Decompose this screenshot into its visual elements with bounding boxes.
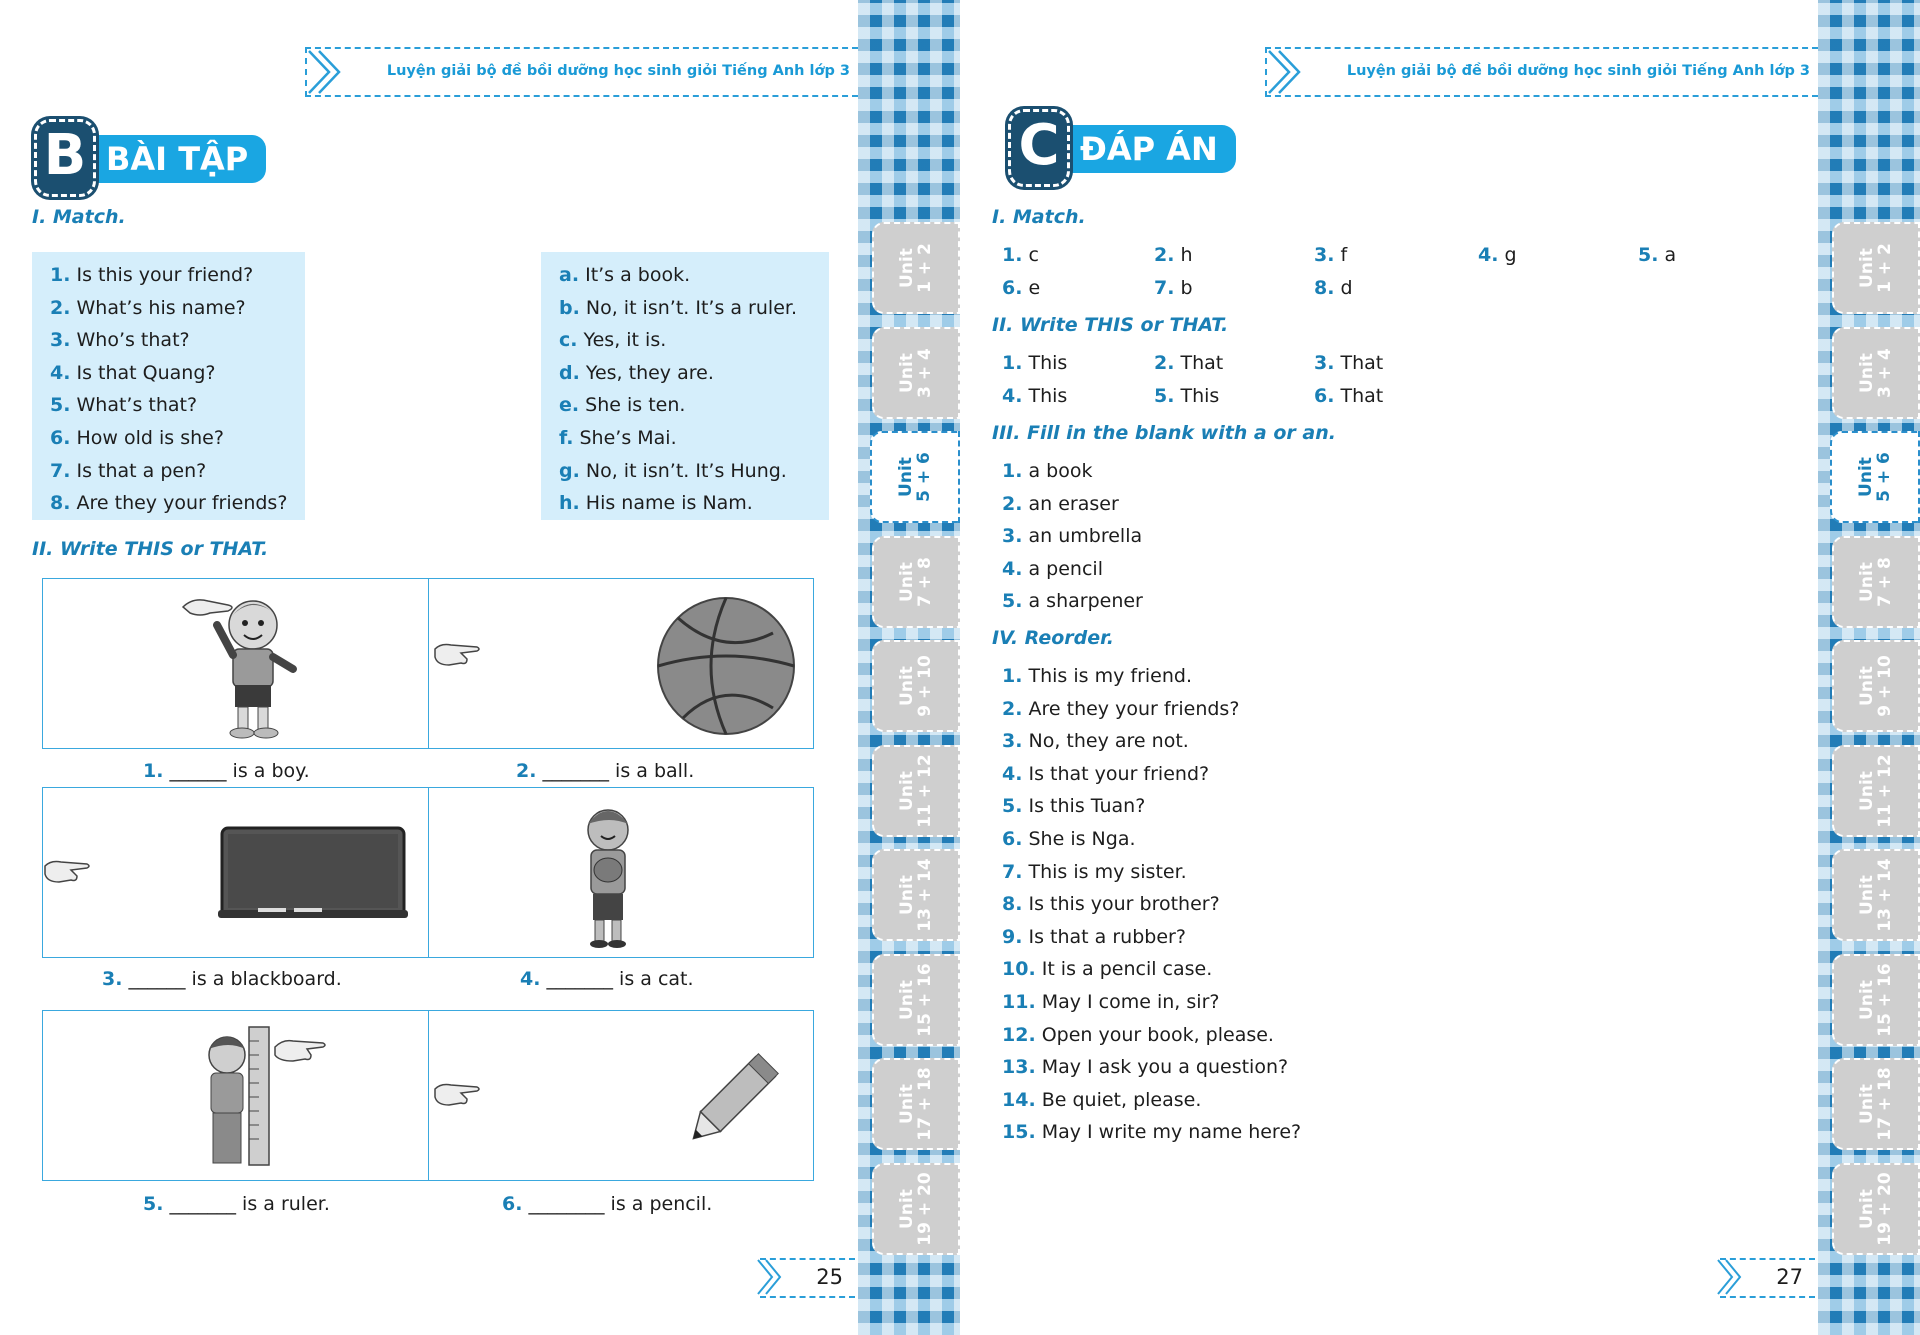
item-text: This is my sister.	[1028, 860, 1187, 883]
item-text: d	[1340, 276, 1353, 299]
item-number: c.	[559, 329, 578, 352]
item-text: an umbrella	[1028, 525, 1143, 548]
item-number: 14.	[1002, 1088, 1036, 1111]
reorder-answer	[1002, 665, 1192, 687]
question-item	[50, 492, 287, 514]
section-title-match: I. Match.	[992, 206, 1086, 228]
item-text: No, it isn’t. It’s a ruler.	[585, 296, 797, 319]
item-text: Is this your brother?	[1028, 893, 1220, 916]
write-answer	[1154, 352, 1223, 374]
unit-tab-label: Unit 17 + 18	[1857, 1067, 1895, 1141]
match-answer	[1314, 277, 1353, 299]
item-number: 2.	[1154, 244, 1175, 266]
item-number: 10.	[1002, 958, 1036, 981]
item-number: 6.	[50, 427, 71, 449]
item-number: h.	[559, 492, 580, 515]
section-title-write: II. Write THIS or THAT.	[32, 538, 269, 560]
question-item	[50, 264, 253, 286]
item-number: 3.	[1314, 352, 1335, 374]
unit-tab-label: Unit 9 + 10	[1857, 655, 1895, 717]
item-text: Is that Quang?	[76, 361, 216, 384]
unit-tab-label: Unit 13 + 14	[1857, 858, 1895, 932]
item-text: b	[1180, 276, 1193, 299]
unit-tab-label: Unit 5 + 6	[896, 452, 934, 502]
fill-answer	[1002, 525, 1142, 547]
question-item	[50, 362, 216, 384]
item-number: 5.	[1638, 244, 1659, 266]
item-text: May I ask you a question?	[1041, 1056, 1289, 1079]
item-text: That	[1340, 384, 1384, 407]
item-number: 3.	[1314, 244, 1335, 266]
badge-title: ĐÁP ÁN	[1036, 125, 1236, 173]
reorder-answer	[1002, 698, 1239, 720]
item-number: 6.	[1314, 384, 1335, 407]
unit-tab[interactable]	[872, 640, 960, 732]
item-number: 6.	[1002, 828, 1023, 850]
item-text: This	[1028, 352, 1068, 374]
item-text: Are they your friends?	[76, 492, 288, 515]
unit-tab-label: Unit 11 + 12	[1857, 753, 1895, 828]
answers-box	[541, 252, 829, 520]
pencil-image	[673, 1039, 793, 1159]
unit-tab[interactable]	[870, 431, 960, 523]
reorder-answer	[1002, 730, 1189, 752]
question-item	[50, 427, 224, 449]
unit-tab[interactable]	[872, 327, 960, 419]
item-number: 3.	[1002, 730, 1023, 753]
item-text: No, it isn’t. It’s Hung.	[585, 459, 787, 482]
match-answer	[1638, 244, 1676, 266]
item-text: Yes, it is.	[583, 329, 667, 352]
item-number: e.	[559, 394, 580, 417]
item-number: 5.	[1154, 384, 1175, 407]
item-text: It’s a book.	[585, 264, 691, 286]
picture-row-2	[42, 787, 814, 958]
item-text: c	[1028, 244, 1039, 266]
item-number: 5.	[50, 394, 71, 417]
item-text: That	[1180, 352, 1224, 374]
item-text: g	[1504, 244, 1517, 266]
item-number: 3.	[50, 329, 71, 352]
item-number: 1.	[1002, 460, 1023, 482]
answer-option	[559, 329, 666, 351]
unit-tab[interactable]	[872, 849, 960, 941]
header-ribbon	[1265, 47, 1818, 97]
unit-tab[interactable]	[1832, 1058, 1920, 1150]
unit-tab[interactable]	[872, 745, 960, 837]
boy-holding-cat-image	[573, 802, 643, 952]
question-item	[50, 394, 197, 416]
item-number: 5.	[1002, 795, 1023, 818]
item-number: 4.	[1002, 557, 1023, 580]
answer-option	[559, 297, 797, 319]
item-text: This	[1028, 384, 1068, 407]
item-text: Is this Tuan?	[1028, 795, 1146, 818]
section-title-reorder: IV. Reorder.	[992, 627, 1115, 649]
match-answer	[1002, 277, 1040, 299]
unit-tab[interactable]	[1832, 849, 1920, 941]
write-answer	[1314, 352, 1383, 374]
badge-letter: C	[1008, 109, 1070, 187]
right-page	[960, 0, 1920, 1335]
question-item	[50, 460, 206, 482]
chevron-icon	[305, 47, 345, 97]
answer-option	[559, 460, 787, 482]
unit-tab[interactable]	[1832, 745, 1920, 837]
blackboard-image	[218, 826, 408, 920]
item-text: f	[1340, 244, 1348, 266]
unit-tab-label: Unit 13 + 14	[897, 858, 935, 932]
boy-with-ruler-image	[183, 1021, 363, 1171]
item-text: h	[1180, 244, 1193, 266]
item-number: 2.	[1002, 697, 1023, 720]
item-text: Open your book, please.	[1041, 1023, 1274, 1046]
item-number: 13.	[1002, 1056, 1036, 1079]
write-answer	[1314, 385, 1383, 407]
item-text: Who’s that?	[76, 329, 190, 352]
item-number: 2.	[1002, 492, 1023, 515]
chevron-icon	[756, 1258, 786, 1296]
answer-option	[559, 362, 714, 384]
reorder-answer	[1002, 926, 1186, 948]
item-number: 3.	[1002, 525, 1023, 548]
unit-tab[interactable]	[872, 1058, 960, 1150]
item-number: 1.	[1002, 665, 1023, 687]
reorder-answer	[1002, 763, 1209, 785]
section-title-fill: III. Fill in the blank with a or an.	[992, 422, 1336, 444]
caption-1: 1. ______ is a boy.	[143, 760, 310, 782]
question-item	[50, 329, 190, 351]
item-number: 4.	[1002, 384, 1023, 407]
item-text: It is a pencil case.	[1041, 958, 1213, 981]
item-text: Be quiet, please.	[1041, 1088, 1202, 1111]
page-number: 25	[760, 1258, 855, 1298]
unit-tab[interactable]	[1832, 222, 1920, 314]
item-number: 5.	[1002, 590, 1023, 613]
reorder-answer	[1002, 795, 1145, 817]
unit-tab-label: Unit 9 + 10	[897, 655, 935, 717]
item-text: Is that a pen?	[76, 459, 207, 482]
item-text: She is Nga.	[1028, 828, 1136, 850]
unit-tab[interactable]	[872, 1163, 960, 1255]
section-title-match: I. Match.	[32, 206, 126, 228]
write-answer	[1154, 385, 1219, 407]
unit-tab-label: Unit 19 + 20	[897, 1171, 935, 1246]
item-text: She is ten.	[585, 394, 686, 417]
item-text: This	[1180, 384, 1220, 407]
item-text: e	[1028, 276, 1041, 299]
header-text: Luyện giải bộ đề bồi dưỡng học sinh giỏi Tiếng Anh lớp 3	[1346, 63, 1810, 79]
item-text: Yes, they are.	[585, 361, 714, 384]
unit-tab-label: Unit 11 + 12	[897, 753, 935, 828]
item-text: May I write my name here?	[1041, 1121, 1302, 1144]
write-answer	[1002, 352, 1067, 374]
item-number: 2.	[1154, 352, 1175, 374]
unit-tab-label: Unit 15 + 16	[1857, 962, 1895, 1037]
unit-tab[interactable]	[1832, 640, 1920, 732]
item-number: 15.	[1002, 1121, 1036, 1144]
item-number: 1.	[1002, 352, 1023, 374]
item-number: b.	[559, 296, 580, 319]
unit-tab-label: Unit 7 + 8	[1857, 556, 1895, 607]
item-number: 1.	[1002, 244, 1023, 266]
item-number: 7.	[1002, 860, 1023, 883]
caption-6: 6. ________ is a pencil.	[502, 1193, 713, 1215]
fill-answer	[1002, 493, 1119, 515]
pointing-hand-icon	[43, 858, 91, 886]
item-text: a sharpener	[1028, 590, 1143, 613]
unit-tab[interactable]	[1832, 536, 1920, 628]
pointing-hand-icon	[433, 641, 481, 669]
unit-tab[interactable]	[1830, 431, 1920, 523]
item-text: a pencil	[1028, 557, 1103, 580]
item-text: a	[1664, 244, 1677, 266]
item-number: 6.	[1002, 276, 1023, 299]
match-answer	[1002, 244, 1039, 266]
fill-answer	[1002, 460, 1093, 482]
item-text: an eraser	[1028, 492, 1119, 515]
item-text: Is this your friend?	[76, 264, 254, 286]
page-number: 27	[1720, 1258, 1815, 1298]
item-text: She’s Mai.	[579, 427, 677, 449]
caption-5: 5. _______ is a ruler.	[143, 1193, 330, 1215]
item-text: a book	[1028, 460, 1093, 482]
item-number: 8.	[50, 492, 71, 515]
unit-tab-label: Unit 1 + 2	[1857, 243, 1895, 293]
match-answer	[1154, 277, 1193, 299]
caption-3: 3. ______ is a blackboard.	[102, 968, 342, 990]
header-text: Luyện giải bộ đề bồi dưỡng học sinh giỏi Tiếng Anh lớp 3	[386, 63, 850, 79]
unit-tab-label: Unit 3 + 4	[1857, 347, 1895, 398]
picture-row-1	[42, 578, 814, 749]
item-number: 7.	[50, 459, 71, 482]
reorder-answer	[1002, 958, 1212, 980]
item-number: 4.	[1478, 244, 1499, 266]
reorder-answer	[1002, 861, 1187, 883]
question-item	[50, 297, 246, 319]
reorder-answer	[1002, 1056, 1288, 1078]
reorder-answer	[1002, 1089, 1201, 1111]
unit-tab[interactable]	[1832, 327, 1920, 419]
reorder-answer	[1002, 991, 1219, 1013]
item-number: d.	[559, 361, 580, 384]
unit-tab[interactable]	[872, 222, 960, 314]
header-ribbon	[305, 47, 858, 97]
pointing-hand-icon	[433, 1081, 481, 1109]
unit-tab[interactable]	[1832, 1163, 1920, 1255]
fill-answer	[1002, 558, 1103, 580]
unit-tab-label: Unit 1 + 2	[897, 243, 935, 293]
chevron-icon	[1716, 1258, 1746, 1296]
unit-tab-label: Unit 3 + 4	[897, 347, 935, 398]
unit-tab-label: Unit 17 + 18	[897, 1067, 935, 1141]
reorder-answer	[1002, 893, 1220, 915]
unit-tab[interactable]	[1832, 954, 1920, 1046]
match-answer	[1478, 244, 1517, 266]
unit-tab[interactable]	[872, 954, 960, 1046]
item-number: 8.	[1002, 893, 1023, 916]
item-number: 4.	[50, 361, 71, 384]
item-text: This is my friend.	[1028, 665, 1192, 687]
unit-tab-label: Unit 5 + 6	[1856, 452, 1894, 502]
item-number: a.	[559, 264, 580, 286]
item-text: Is that your friend?	[1028, 762, 1210, 785]
unit-tab-label: Unit 15 + 16	[897, 962, 935, 1037]
questions-box	[32, 252, 305, 520]
item-number: 9.	[1002, 925, 1023, 948]
section-title-write: II. Write THIS or THAT.	[992, 314, 1229, 336]
item-number: 8.	[1314, 276, 1335, 299]
item-number: f.	[559, 427, 574, 449]
caption-4: 4. _______ is a cat.	[520, 968, 694, 990]
item-number: 11.	[1002, 991, 1036, 1013]
badge-letter: B	[34, 119, 96, 197]
item-number: g.	[559, 459, 580, 482]
answer-option	[559, 492, 753, 514]
match-answer	[1154, 244, 1193, 266]
item-number: 7.	[1154, 276, 1175, 299]
unit-tab-label: Unit 19 + 20	[1857, 1171, 1895, 1246]
match-answer	[1314, 244, 1347, 266]
item-text: May I come in, sir?	[1041, 991, 1220, 1013]
fill-answer	[1002, 590, 1143, 612]
answer-option	[559, 264, 690, 286]
write-answer	[1002, 385, 1067, 407]
basketball-image	[653, 593, 799, 739]
item-text: What’s that?	[76, 394, 198, 417]
item-number: 1.	[50, 264, 71, 286]
reorder-answer	[1002, 1024, 1274, 1046]
unit-tab-label: Unit 7 + 8	[897, 556, 935, 607]
item-text: Are they your friends?	[1028, 697, 1240, 720]
answer-option	[559, 394, 685, 416]
reorder-answer	[1002, 828, 1136, 850]
badge-title: BÀI TẬP	[62, 135, 266, 183]
unit-tab[interactable]	[872, 536, 960, 628]
item-text: How old is she?	[76, 427, 224, 449]
item-text: Is that a rubber?	[1028, 925, 1186, 948]
item-text: That	[1340, 352, 1384, 374]
reorder-answer	[1002, 1121, 1301, 1143]
item-text: What’s his name?	[76, 296, 246, 319]
caption-2: 2. _______ is a ball.	[516, 760, 695, 782]
item-number: 4.	[1002, 762, 1023, 785]
item-text: No, they are not.	[1028, 730, 1189, 753]
answer-option	[559, 427, 677, 449]
item-number: 12.	[1002, 1023, 1036, 1046]
item-text: His name is Nam.	[585, 492, 753, 515]
item-number: 2.	[50, 296, 71, 319]
boy-thumbs-up-image	[178, 585, 308, 745]
picture-row-3	[42, 1010, 814, 1181]
chevron-icon	[1265, 47, 1305, 97]
